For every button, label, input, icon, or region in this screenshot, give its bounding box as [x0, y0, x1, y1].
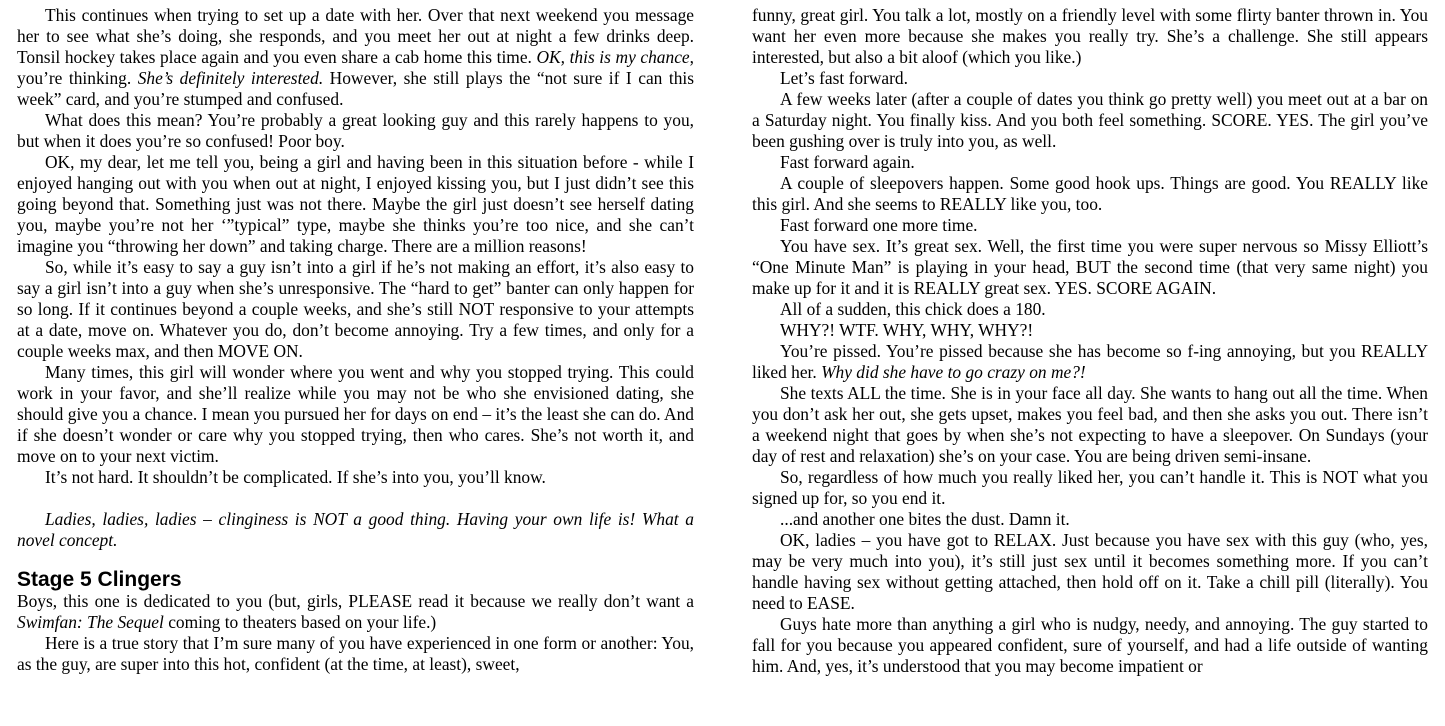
paragraph: Here is a true story that I’m sure many of you have experienced in one form or another: You, as the guy, are super into this hot, confident (at the time, at least), sweet,: [17, 633, 694, 674]
paragraph: What does this mean? You’re probably a great looking guy and this rarely happens to you, but when it does you’re so confused! Poor boy.: [17, 110, 694, 151]
paragraph-text: However, she still plays the “not sure if I can this week” card, and you’re stumped and confused.: [17, 68, 695, 109]
paragraph: She texts ALL the time. She is in your face all day. She wants to hang out all the time. When you don’t ask her out, she gets upset, makes you feel bad, and then she asks you out. There isn’t a weekend night that goes by when she’s not expecting to have a sleepover. On Sundays (your day of rest and relaxation) she’s on your case. You are being driven semi-insane.: [752, 383, 1428, 466]
paragraph: OK, ladies – you have got to RELAX. Just because you have sex with this guy (who, yes, may be very much into you), it’s still just sex until it becomes something more. If you can’t handle having sex without getting attached, then hold off on it. Take a chill pill (literally). You need to EASE.: [752, 530, 1428, 613]
paragraph: Guys hate more than anything a girl who is nudgy, needy, and annoying. The guy started to fall for you because you appeared confident, sure of yourself, and had a life outside of wanting him. And, yes, it’s understood that you may become impatient or: [752, 614, 1428, 676]
paragraph: funny, great girl. You talk a lot, mostly on a friendly level with some flirty banter thrown in. You want her even more because she makes you really try. She’s a challenge. She still appears interested, but also a bit aloof (which you like.): [752, 5, 1428, 67]
italic-text: Why did she have to go crazy on me?!: [821, 362, 1086, 382]
left-column: [17, 5, 694, 675]
italic-text: Swimfan: The Sequel: [17, 612, 164, 632]
paragraph: [17, 591, 694, 633]
paragraph: You have sex. It’s great sex. Well, the first time you were super nervous so Missy Elliott’s “One Minute Man” is playing in your head, BUT the second time (that very same night) you make up for it and it is REALLY great sex. YES. SCORE AGAIN.: [752, 236, 1428, 298]
paragraph-text: This continues when trying to set up a date with her. Over that next weekend you message her to see what she’s doing, she responds, and you meet her out at night a few drinks deep. Tonsil hockey takes place again and you even share a cab home this time.: [17, 5, 694, 67]
paragraph: Fast forward again.: [780, 152, 915, 172]
paragraph: [17, 5, 694, 110]
italic-paragraph: Ladies, ladies, ladies – clinginess is NOT a good thing. Having your own life is! What a novel concept.: [17, 509, 694, 550]
paragraph: ...and another one bites the dust. Damn it.: [780, 509, 1070, 529]
paragraph: It’s not hard. It shouldn’t be complicated. If she’s into you, you’ll know.: [45, 467, 546, 487]
paragraph: OK, my dear, let me tell you, being a girl and having been in this situation before - while I enjoyed hanging out with you when out at night, I enjoyed kissing you, but I just didn’t see this going beyond that. Something just was not there. Maybe the girl just doesn’t see herself dating you, maybe you’re not her ‘”typical” type, maybe she thinks you’re too nice, and she can’t imagine you “throwing her down” and taking charge. There are a million reasons!: [17, 152, 694, 256]
paragraph: Let’s fast forward.: [780, 68, 908, 88]
paragraph: A couple of sleepovers happen. Some good hook ups. Things are good. You REALLY like this girl. And she seems to REALLY like you, too.: [752, 173, 1428, 214]
italic-text: She’s definitely interested.: [137, 68, 324, 88]
paragraph: So, regardless of how much you really liked her, you can’t handle it. This is NOT what you signed up for, so you end it.: [752, 467, 1428, 508]
paragraph: So, while it’s easy to say a guy isn’t into a girl if he’s not making an effort, it’s also easy to say a girl isn’t into a guy when she’s unresponsive. The “hard to get” banter can only happen for so long. If it continues beyond a couple weeks, and she’s still NOT responsive to your attempts at a date, move on. Whatever you do, don’t become annoying. Try a few times, and only for a couple weeks max, and then MOVE ON.: [17, 257, 694, 361]
paragraph: Many times, this girl will wonder where you went and why you stopped trying. This could work in your favor, and she’ll realize while you may not be who she envisioned dating, she should give you a chance. I mean you pursued her for days on end – it’s the least she can do. And if she doesn’t wonder or care why you stopped trying, then who cares. She’s not worth it, and move on to your next victim.: [17, 362, 694, 466]
paragraph-text: Boys, this one is dedicated to you (but, girls, PLEASE read it because we really don’t want a: [17, 591, 694, 611]
paragraph: Fast forward one more time.: [780, 215, 978, 235]
paragraph: WHY?! WTF. WHY, WHY, WHY?!: [780, 320, 1034, 340]
paragraph-text: , you’re thinking.: [17, 47, 694, 88]
italic-text: OK, this is my chance: [536, 47, 690, 67]
paragraph: [752, 341, 1428, 383]
paragraph: A few weeks later (after a couple of dates you think go pretty well) you meet out at a bar on a Saturday night. You finally kiss. And you both feel something. SCORE. YES. The girl you’ve been gushing over is truly into you, as well.: [752, 89, 1428, 151]
paragraph-text: You’re pissed. You’re pissed because she has become so f-ing annoying, but you REALLY liked her.: [752, 341, 1428, 382]
right-column: [752, 5, 1428, 677]
paragraph-text: coming to theaters based on your life.): [163, 612, 437, 632]
section-heading: Stage 5 Clingers: [17, 568, 182, 591]
paragraph: All of a sudden, this chick does a 180.: [780, 299, 1046, 319]
